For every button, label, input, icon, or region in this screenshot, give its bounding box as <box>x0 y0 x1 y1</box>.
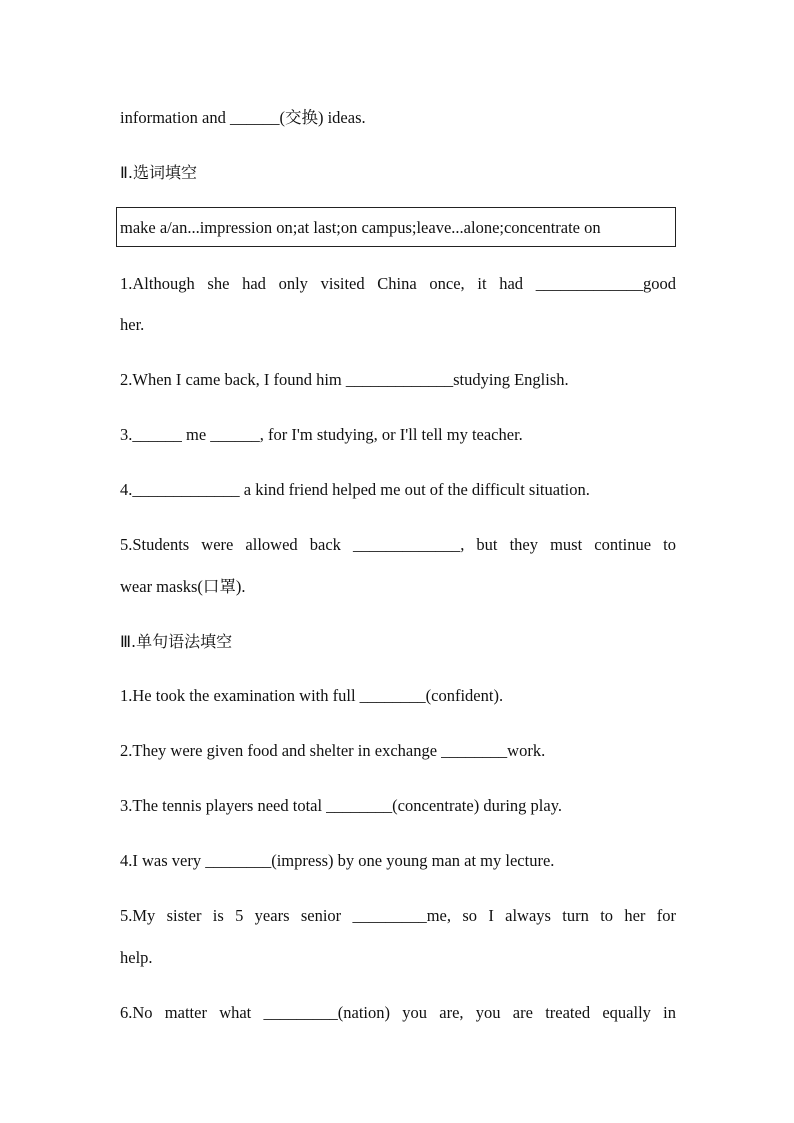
text-line: information and ______(交换) ideas. <box>120 108 366 127</box>
grammar-question-5-line-2: help. <box>120 948 153 967</box>
grammar-question-5-line-1: 5.My sister is 5 years senior _________me, so I always turn to her for <box>120 906 676 925</box>
grammar-question-6-line-1: 6.No matter what _________(nation) you are, you are treated equally in <box>120 1003 676 1022</box>
grammar-question-3: 3.The tennis players need total ________(concentrate) during play. <box>120 796 562 815</box>
section-heading-2: Ⅱ.选词填空 <box>120 163 197 182</box>
question-1-line-1: 1.Although she had only visited China once, it had _____________good <box>120 274 676 293</box>
question-5-line-2: wear masks(口罩). <box>120 577 246 596</box>
grammar-question-1: 1.He took the examination with full ________(confident). <box>120 686 504 705</box>
question-2: 2.When I came back, I found him _____________studying English. <box>120 370 569 389</box>
grammar-question-4: 4.I was very ________(impress) by one young man at my lecture. <box>120 851 555 870</box>
word-bank-text: make a/an...impression on;at last;on campus;leave...alone;concentrate on <box>120 218 601 237</box>
question-4: 4._____________ a kind friend helped me out of the difficult situation. <box>120 480 590 499</box>
question-3: 3.______ me ______, for I'm studying, or I'll tell my teacher. <box>120 425 523 444</box>
question-1-line-2: her. <box>120 315 145 334</box>
grammar-question-2: 2.They were given food and shelter in exchange ________work. <box>120 741 546 760</box>
section-heading-3: Ⅲ.单句语法填空 <box>120 632 233 651</box>
question-5-line-1: 5.Students were allowed back _____________, but they must continue to <box>120 535 676 554</box>
word-bank-box <box>116 207 676 247</box>
